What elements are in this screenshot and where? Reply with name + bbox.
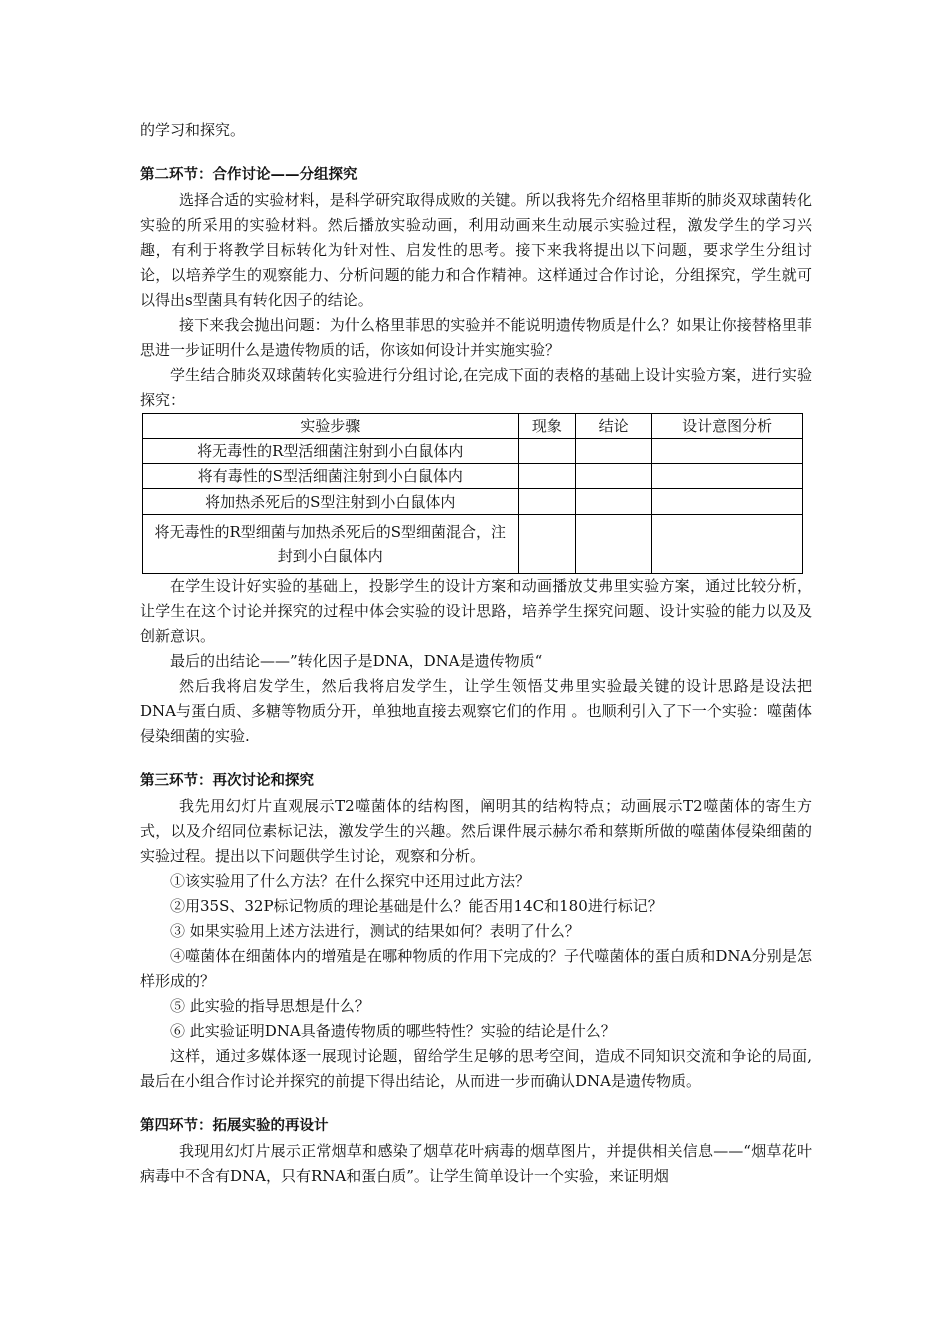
table-cell: 将无毒性的R型细菌与加热杀死后的S型细菌混合，注封到小白鼠体内	[143, 515, 519, 574]
section3-heading: 第三环节：再次讨论和探究	[140, 773, 314, 789]
table-header: 设计意图分析	[652, 414, 803, 439]
table-cell: 将无毒性的R型活细菌注射到小白鼠体内	[143, 439, 519, 464]
table-header: 现象	[518, 414, 576, 439]
section3-conclusion: 这样，通过多媒体逐一展现讨论题，留给学生足够的思考空间，造成不同知识交流和争论的局面,最后在小组合作讨论并探究的前提下得出结论，从而进一步而确认DNA是遗传物质。	[140, 1047, 812, 1090]
question-item: ①该实验用了什么方法？在什么探究中还用过此方法？	[170, 872, 531, 890]
section2-heading: 第二环节：合作讨论——分组探究	[140, 167, 358, 183]
question-item: ③ 如果实验用上述方法进行，测试的结果如何？表明了什么？	[170, 922, 580, 940]
table-cell-empty	[518, 439, 576, 464]
table-cell-empty	[652, 464, 803, 489]
table-row	[143, 515, 803, 574]
question-item: ⑤ 此实验的指导思想是什么？	[170, 997, 370, 1015]
intro-tail: 的学习和探究。	[140, 121, 246, 139]
table-cell-empty	[518, 515, 576, 574]
table-cell-empty	[576, 464, 652, 489]
table-cell-empty	[576, 489, 652, 515]
section3-intro: 我先用幻灯片直观展示T2噬菌体的结构图，阐明其的结构特点；动画展示T2噬菌体的寄生方式，以及介绍同位素标记法，激发学生的兴趣。然后课件展示赫尔希和蔡斯所做的噬菌体侵染细菌的实验过程。提出以下问题供学生讨论，观察和分析。	[140, 797, 812, 865]
table-header-row	[143, 414, 803, 439]
experiment-table	[142, 413, 803, 574]
section4-heading: 第四环节：拓展实验的再设计	[140, 1118, 329, 1134]
section2-paragraph: 接下来我会抛出问题：为什么格里菲思的实验并不能说明遗传物质是什么？如果让你接替格里菲思进一步证明什么是遗传物质的话，你该如何设计并实施实验？	[140, 316, 812, 359]
question-item: ⑥ 此实验证明DNA具备遗传物质的哪些特性？实验的结论是什么？	[170, 1022, 616, 1040]
table-cell: 将加热杀死后的S型注射到小白鼠体内	[143, 489, 519, 515]
table-cell-empty	[576, 515, 652, 574]
table-row	[143, 489, 803, 515]
table-row	[143, 464, 803, 489]
section2-paragraph: 在学生设计好实验的基础上，投影学生的设计方案和动画播放艾弗里实验方案，通过比较分析，让学生在这个讨论并探究的过程中体会实验的设计思路，培养学生探究问题、设计实验的能力以及及创新意识。	[140, 577, 812, 645]
table-cell-empty	[652, 439, 803, 464]
table-header: 实验步骤	[143, 414, 519, 439]
table-row	[143, 439, 803, 464]
section2-paragraph: 然后我将启发学生，然后我将启发学生，让学生领悟艾弗里实验最关键的设计思路是设法把DNA与蛋白质、多糖等物质分开，单独地直接去观察它们的作用 。也顺利引入了下一个实验：噬菌体侵染细菌的实验.	[140, 677, 812, 745]
section2-paragraph: 学生结合肺炎双球菌转化实验进行分组讨论,在完成下面的表格的基础上设计实验方案，进行实验探究：	[140, 366, 812, 409]
question-item: ②用35S、32P标记物质的理论基础是什么？能否用14C和180进行标记？	[170, 897, 663, 915]
table-cell-empty	[518, 489, 576, 515]
section2-paragraph: 选择合适的实验材料，是科学研究取得成败的关键。所以我将先介绍格里菲斯的肺炎双球菌转化实验的所采用的实验材料。然后播放实验动画，利用动画来生动展示实验过程，激发学生的学习兴趣，有利于将教学目标转化为针对性、启发性的思考。接下来我将提出以下问题，要求学生分组讨论，以培养学生的观察能力、分析问题的能力和合作精神。这样通过合作讨论，分组探究，学生就可以得出s型菌具有转化因子的结论。	[140, 191, 812, 309]
section2-paragraph: 最后的出结论——”转化因子是DNA，DNA是遗传物质“	[170, 652, 543, 670]
table-cell-empty	[518, 464, 576, 489]
table-cell: 将有毒性的S型活细菌注射到小白鼠体内	[143, 464, 519, 489]
table-cell-empty	[652, 515, 803, 574]
section4-paragraph: 我现用幻灯片展示正常烟草和感染了烟草花叶病毒的烟草图片，并提供相关信息——“烟草花叶病毒中不含有DNA，只有RNA和蛋白质”。让学生简单设计一个实验，来证明烟	[140, 1142, 812, 1185]
table-header: 结论	[576, 414, 652, 439]
table-cell-empty	[576, 439, 652, 464]
document-page	[140, 118, 812, 1189]
table-cell-empty	[652, 489, 803, 515]
question-item: ④噬菌体在细菌体内的增殖是在哪种物质的作用下完成的？子代噬菌体的蛋白质和DNA分别是怎样形成的？	[140, 947, 812, 990]
